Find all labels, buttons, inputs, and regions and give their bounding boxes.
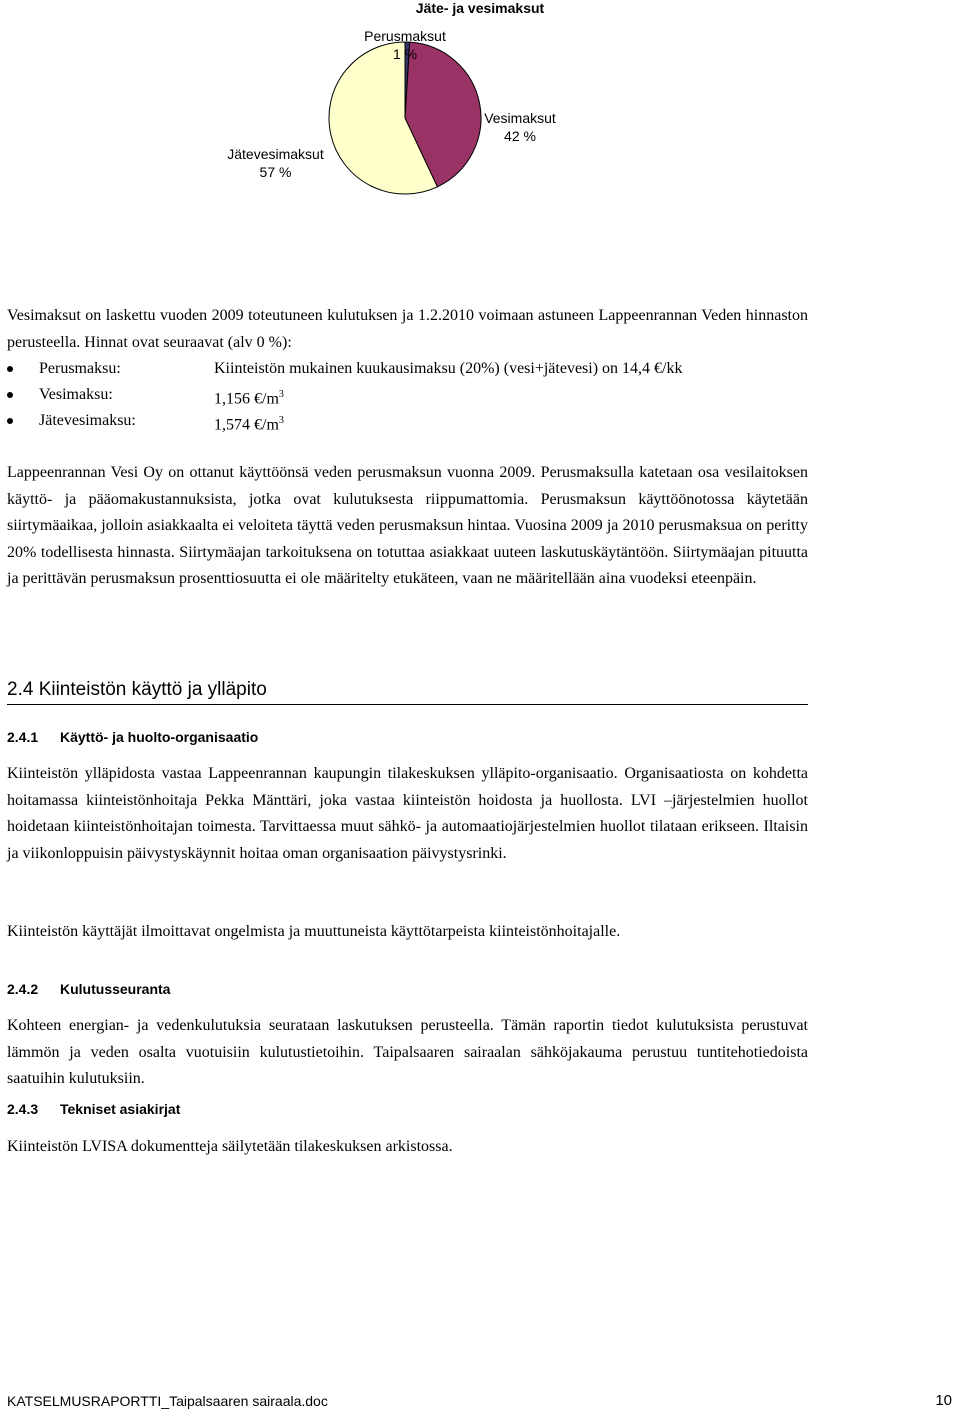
tariff-value-text: 1,574 €/m (214, 416, 279, 434)
tariff-value-text: 1,156 €/m (214, 390, 279, 408)
bullet-icon (7, 418, 13, 424)
pie-label-jatevesimaksut-name: Jätevesimaksut (227, 146, 324, 162)
pie-label-jatevesimaksut-value: 57 % (259, 164, 292, 180)
tariff-unit-superscript: 3 (278, 415, 284, 426)
section-heading-2-4: 2.4 Kiinteistön käyttö ja ylläpito (7, 679, 808, 705)
pie-label-perusmaksut (350, 27, 460, 63)
tariff-value (214, 408, 284, 438)
tariff-unit-superscript: 3 (278, 389, 284, 400)
subsection-heading-2-4-2 (7, 981, 170, 997)
basefee-paragraph: Lappeenrannan Vesi Oy on ottanut käyttöönsä veden perusmaksun vuonna 2009. Perusmaksulla katetaan osa vesilaitoksen käyttö- ja pääomakustannuksista, jotka ovat kulutuksesta riippumattomia. Perusmaksun käyttöönotossa käytetään siirtymäaikaa, jolloin asiakkaalta ei veloiteta täyttä veden perusmaksun hintaa. Vuosina 2009 ja 2010 perusmaksua on peritty 20% todellisesta hinnasta. Siirtymäajan tarkoituksena on totuttaa asiakkaat uuteen laskutuskäytäntöön. Siirtymäajan pituutta ja perittävän perusmaksun prosenttiosuutta ei ole määritelty etukäteen, vaan ne määritellään aina vuodeksi eteenpäin. (7, 464, 808, 587)
pie-label-jatevesimaksut (218, 145, 333, 181)
bullet-icon (7, 392, 13, 398)
tariff-item (7, 356, 808, 382)
bullet-icon (7, 366, 13, 372)
tariff-value: Kiinteistön mukainen kuukausimaksu (20%) (vesi+jätevesi) on 14,4 €/kk (214, 360, 683, 377)
subsection-title: Kulutusseuranta (60, 981, 171, 997)
intro-paragraph: Vesimaksut on laskettu vuoden 2009 toteutuneen kulutuksen ja 1.2.2010 voimaan astuneen Lappeenrannan Veden hinnaston perusteella. Hinnat ovat seuraavat (alv 0 %): (7, 307, 808, 351)
pie-label-perusmaksut-name: Perusmaksut (364, 28, 446, 44)
subsection-number: 2.4.3 (7, 1101, 39, 1117)
subsection-title: Käyttö- ja huolto-organisaatio (60, 729, 259, 745)
pie-label-perusmaksut-value: 1 % (392, 46, 418, 62)
footer-filename: KATSELMUSRAPORTTI_Taipalsaaren sairaala.doc (7, 1393, 328, 1409)
subsection-heading-2-4-3 (7, 1101, 180, 1117)
tariff-label: Jätevesimaksu: (39, 412, 136, 429)
maintenance-paragraph: Kiinteistön ylläpidosta vastaa Lappeenrannan kaupungin tilakeskuksen ylläpito-organisaatio. Organisaatiosta on kohdetta hoitamassa kiinteistönhoitaja Pekka Mänttäri, joka vastaa kiinteistön hoidosta ja huollosta. LVI –järjestelmien huollot hoidetaan kiinteistönhoitajan toimesta. Tarvittaessa muut sähkö- ja automaatiojärjestelmien huollot tilataan erikseen. Iltaisin ja viikonloppuisin päivystyskäynnit hoitaa oman organisaation päivystysrinki. (7, 765, 808, 862)
tariff-item (7, 408, 808, 434)
pie-label-vesimaksut (470, 109, 570, 145)
consumption-paragraph: Kohteen energian- ja vedenkulutuksia seurataan laskutuksen perusteella. Tämän raportin tiedot kulutuksista perustuvat lämmön ja veden osalta vuotuisiin kulutustietoihin. Taipalsaaren sairaalan sähköjakauma perustuu tuntitehotiedoista saatuihin kulutuksiin. (7, 1017, 808, 1087)
pie-label-vesimaksut-value: 42 % (504, 128, 536, 144)
chart-title: Jäte- ja vesimaksut (415, 0, 545, 16)
tariff-label: Perusmaksu: (39, 360, 121, 377)
subsection-number: 2.4.2 (7, 981, 39, 997)
subsection-heading-2-4-1 (7, 729, 258, 745)
tariff-label: Vesimaksu: (39, 386, 113, 403)
users-paragraph: Kiinteistön käyttäjät ilmoittavat ongelmista ja muuttuneista käyttötarpeista kiinteistönhoitajalle. (7, 923, 621, 940)
tariff-item (7, 382, 808, 408)
pie-label-vesimaksut-name: Vesimaksut (484, 110, 556, 126)
documents-paragraph: Kiinteistön LVISA dokumentteja säilytetään tilakeskuksen arkistossa. (7, 1138, 453, 1155)
page-number: 10 (935, 1392, 952, 1409)
subsection-title: Tekniset asiakirjat (60, 1101, 181, 1117)
subsection-number: 2.4.1 (7, 729, 39, 745)
